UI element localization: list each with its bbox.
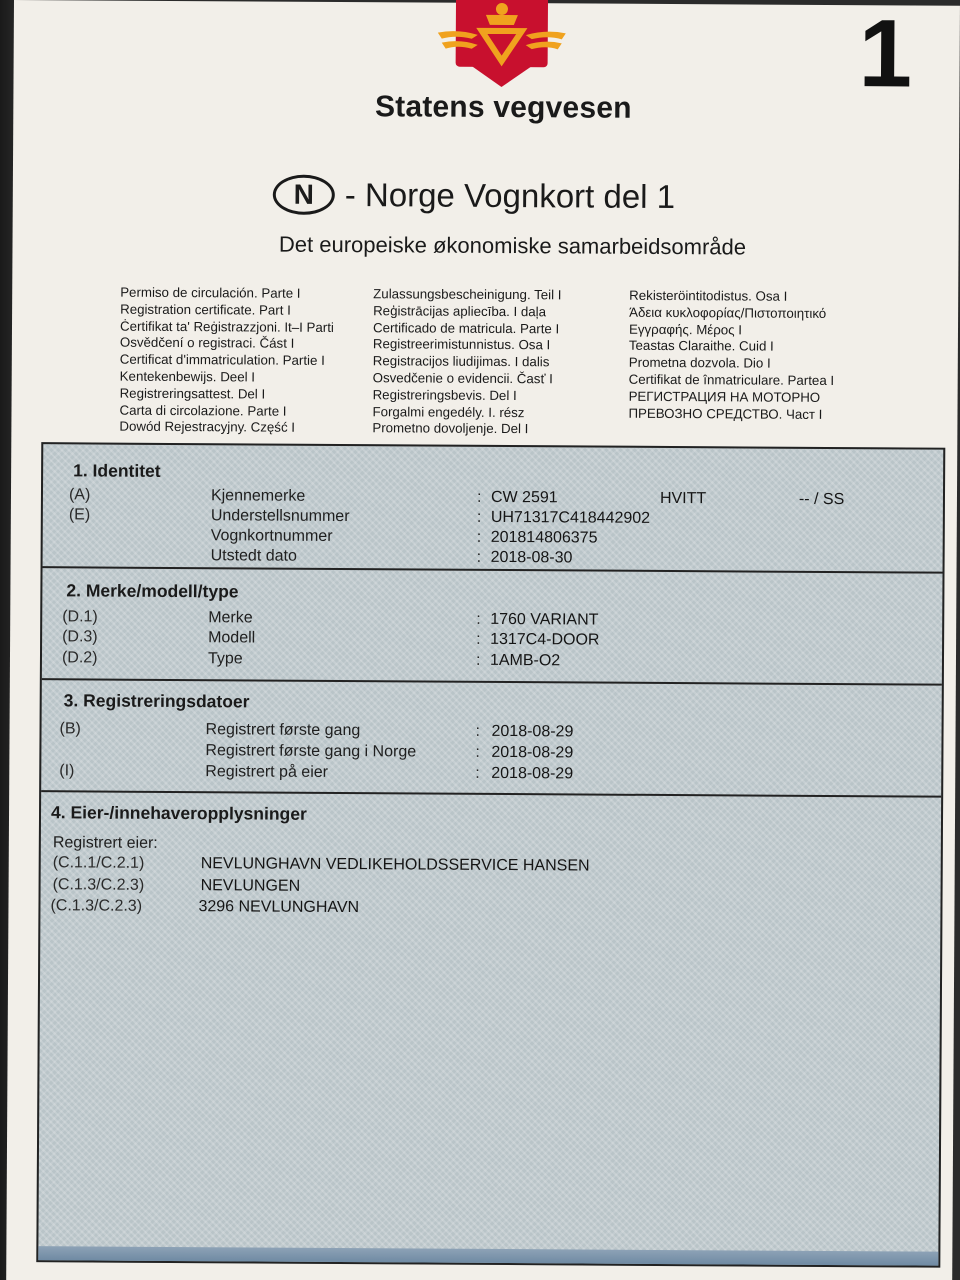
language-line: Prometno dovoljenje. Del I <box>372 420 529 437</box>
field-value: 1317C4-DOOR <box>490 630 600 649</box>
field-code: (C.1.3/C.2.3) <box>50 897 143 915</box>
language-line: Άδεια κυκλοφορίας/Πιστοποιητικό <box>629 304 827 321</box>
document-title-row <box>273 170 733 223</box>
field-code: (I) <box>59 762 75 780</box>
owner-label: Registrert eier: <box>52 834 158 852</box>
field-colon: : <box>475 722 481 740</box>
field-code: (C.1.3/C.2.3) <box>52 876 145 894</box>
owner-row <box>40 897 940 922</box>
field-value: 2018-08-29 <box>491 722 574 741</box>
owner-address: NEVLUNGEN <box>200 877 301 895</box>
language-line: Certificat d'immatriculation. Partie I <box>119 351 325 369</box>
field-colon: : <box>476 630 481 648</box>
field-label: Registrert første gang i Norge <box>205 742 417 761</box>
language-line: Forgalmi engedély. I. rész <box>372 403 525 420</box>
field-code: (D.2) <box>61 649 98 667</box>
field-colon: : <box>476 548 482 566</box>
language-line: Carta di circolazione. Parte I <box>119 402 287 419</box>
field-code: (D.3) <box>62 628 98 646</box>
field-code: (B) <box>59 720 81 738</box>
page-number: 1 <box>858 0 913 108</box>
language-line: Registreringsattest. Del I <box>119 385 266 402</box>
field-colon: : <box>476 508 482 526</box>
language-line: Registracijos liudijimas. I dalis <box>372 353 550 370</box>
section-registreringsdatoer <box>41 680 942 797</box>
field-label: Registrert første gang <box>205 721 361 740</box>
language-line: Kentekenbewijs. Deel I <box>119 368 256 385</box>
language-line: Certifikat de înmatriculare. Partea I <box>628 371 835 389</box>
language-line: ПРЕВОЗНО СРЕДСТВО. Част I <box>628 405 823 422</box>
field-label: Utstedt dato <box>210 547 297 565</box>
field-value: 2018-08-30 <box>490 548 573 567</box>
field-label: Understellsnummer <box>210 507 350 526</box>
field-label: Type <box>207 650 243 668</box>
field-value: 201814806375 <box>490 528 598 547</box>
field-row <box>43 546 943 571</box>
section-title: 4. Eier-/innehaveropplysninger <box>50 802 307 824</box>
section-eier-opplysninger <box>38 792 941 1267</box>
field-value: 2018-08-29 <box>491 743 574 762</box>
field-code: (D.1) <box>62 608 98 626</box>
field-row <box>41 762 941 787</box>
agency-name: Statens vegvesen <box>374 90 632 125</box>
field-colon: : <box>475 743 480 761</box>
owner-row <box>41 854 941 879</box>
field-label: Vognkortnummer <box>210 527 333 545</box>
registration-document <box>6 0 960 1280</box>
section-title: 3. Registreringsdatoer <box>63 690 250 712</box>
field-value: CW 2591 <box>490 488 558 507</box>
language-line: Dowód Rejestracyjny. Część I <box>119 419 296 436</box>
language-line: Permiso de circulación. Parte I <box>120 284 301 301</box>
field-label: Modell <box>208 629 256 647</box>
language-line: Registreerimistunnistus. Osa I <box>372 336 551 353</box>
field-code: (A) <box>68 486 91 504</box>
language-line: Registreringsbevis. Del I <box>372 386 517 403</box>
registration-form-panel <box>36 442 945 1268</box>
language-line: Registration certificate. Part I <box>120 301 291 318</box>
language-line: Ċertifikat ta' Reġistrazzjoni. It–I Parti <box>119 318 334 335</box>
section-identitet <box>43 444 944 573</box>
field-row <box>42 649 942 674</box>
field-label: Registrert på eier <box>205 763 329 781</box>
statens-vegvesen-logo-icon <box>437 0 566 87</box>
language-line: Reģistrācijas apliecība. I daļa <box>373 302 547 320</box>
language-line: Osvědčení o registraci. Část I <box>119 335 295 352</box>
field-label: Kjennemerke <box>210 487 306 505</box>
section-title: 2. Merke/modell/type <box>66 580 239 602</box>
language-line: Rekisteröintitodistus. Osa I <box>629 287 788 304</box>
field-colon: : <box>476 610 481 628</box>
language-line: Εγγραφής. Μέρος Ι <box>628 321 743 338</box>
nationality-badge: N <box>273 175 335 215</box>
field-colon: : <box>475 764 480 782</box>
field-code: (C.1.1/C.2.1) <box>52 854 145 872</box>
field-colon: : <box>476 488 482 506</box>
field-value: 2018-08-29 <box>491 764 574 783</box>
language-list-2 <box>372 286 561 438</box>
section-merke-modell-type <box>42 568 943 685</box>
owner-postal: 3296 NEVLUNGHAVN <box>198 898 360 917</box>
field-colon: : <box>476 528 482 546</box>
language-line: Teastas Claraithe. Cuid I <box>628 338 774 355</box>
field-extra-value: -- / SS <box>798 490 845 509</box>
field-colon: : <box>475 651 481 669</box>
field-value: UH71317C418442902 <box>490 508 651 527</box>
owner-name: NEVLUNGHAVN VEDLIKEHOLDSSERVICE HANSEN <box>200 855 590 875</box>
language-line: РЕГИСТРАЦИЯ НА МОТОРНО <box>628 388 821 405</box>
language-line: Zulassungsbescheinigung. Teil I <box>373 286 562 303</box>
language-line: Osvedčenie o evidencii. Časť I <box>372 370 553 387</box>
field-label: Merke <box>208 609 253 627</box>
language-list-1 <box>119 285 334 437</box>
field-code: (E) <box>68 506 91 524</box>
document-subtitle: Det europeiske økonomiske samarbeidsområde <box>278 231 747 260</box>
language-list-3 <box>628 288 834 424</box>
language-line: Certificado de matricula. Parte I <box>372 319 560 336</box>
section-title: 1. Identitet <box>73 460 161 481</box>
field-value: 1760 VARIANT <box>490 610 599 629</box>
language-line: Prometna dozvola. Dio I <box>628 354 771 371</box>
document-title: - Norge Vognkort del 1 <box>344 176 676 216</box>
field-color-value: HVITT <box>659 489 707 508</box>
field-value: 1AMB-O2 <box>489 651 561 670</box>
